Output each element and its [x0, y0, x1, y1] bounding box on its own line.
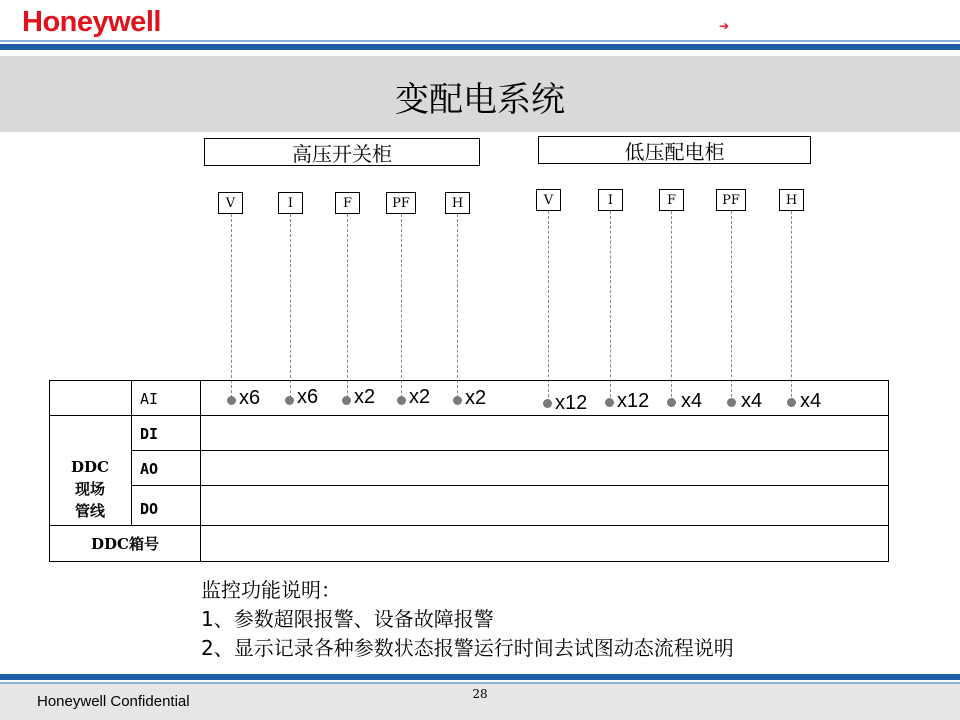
point-marker	[667, 398, 676, 407]
hv-connector-i	[290, 214, 291, 398]
ddc-label-line-1: DDC	[71, 458, 109, 476]
lv-connector-v	[548, 211, 549, 402]
confidential-label: Honeywell Confidential	[37, 693, 190, 710]
lv-signal-f: F	[659, 189, 684, 211]
lv-signal-pf: PF	[716, 189, 746, 211]
ddc-label-line-2: 现场	[74, 480, 105, 498]
header-rule-thin	[0, 40, 960, 42]
hv-signal-f: F	[335, 192, 360, 214]
hv-count-pf: x2	[409, 386, 431, 408]
table-divider-group	[131, 381, 132, 525]
hv-connector-f	[347, 214, 348, 398]
ddc-box-number-label: DDC箱号	[91, 535, 159, 553]
hv-count-i: x6	[297, 386, 319, 408]
notes-item-1: 1、参数超限报警、设备故障报警	[201, 607, 494, 631]
lv-signal-h: H	[779, 189, 804, 211]
hv-signal-pf: PF	[386, 192, 416, 214]
lv-connector-pf	[731, 211, 732, 402]
table-divider-label	[200, 381, 201, 562]
ddc-field-wiring-label	[60, 456, 120, 522]
row-label-di: DI	[140, 425, 159, 443]
lv-count-pf: x4	[741, 390, 763, 412]
notes-heading: 监控功能说明：	[201, 578, 341, 602]
point-marker	[285, 396, 294, 405]
lv-count-i: x12	[617, 390, 650, 412]
table-row-line-ai	[50, 415, 888, 416]
point-marker	[227, 396, 236, 405]
monitoring-notes	[201, 576, 734, 663]
lv-connector-h	[791, 211, 792, 402]
point-marker	[397, 396, 406, 405]
point-marker	[453, 396, 462, 405]
point-marker	[543, 399, 552, 408]
lv-count-v: x12	[555, 392, 588, 414]
footer-rule	[0, 674, 960, 680]
honeywell-logo: Honeywell	[22, 6, 161, 38]
low-voltage-cabinet-label: 低压配电柜	[538, 136, 811, 164]
hv-count-h: x2	[465, 387, 487, 409]
table-row-line-ao	[131, 485, 888, 486]
high-voltage-cabinet-label: 高压开关柜	[204, 138, 480, 166]
hv-connector-pf	[401, 214, 402, 398]
lv-count-f: x4	[681, 390, 703, 412]
hv-count-f: x2	[354, 386, 376, 408]
page-number: 28	[472, 687, 488, 701]
hv-signal-h: H	[445, 192, 470, 214]
lv-count-h: x4	[800, 390, 822, 412]
lv-connector-i	[610, 211, 611, 402]
point-marker	[727, 398, 736, 407]
point-marker	[787, 398, 796, 407]
arrow-right-icon: ➔	[719, 19, 730, 33]
point-marker	[605, 398, 614, 407]
header-rule	[0, 44, 960, 50]
row-label-do: DO	[140, 500, 159, 518]
hv-signal-v: V	[218, 192, 243, 214]
lv-signal-i: I	[598, 189, 623, 211]
notes-item-2: 2、显示记录各种参数状态报警运行时间去试图动态流程说明	[201, 636, 734, 660]
lv-signal-v: V	[536, 189, 561, 211]
slide-title: 变配电系统	[395, 80, 565, 120]
hv-count-v: x6	[239, 387, 261, 409]
table-row-line-do	[50, 525, 888, 526]
hv-connector-h	[457, 214, 458, 398]
hv-connector-v	[231, 214, 232, 398]
row-label-ai: AI	[140, 390, 159, 408]
row-label-ao: AO	[140, 460, 159, 478]
table-row-line-di	[131, 450, 888, 451]
hv-signal-i: I	[278, 192, 303, 214]
point-marker	[342, 396, 351, 405]
lv-connector-f	[671, 211, 672, 402]
ddc-label-line-3: 管线	[74, 502, 105, 520]
